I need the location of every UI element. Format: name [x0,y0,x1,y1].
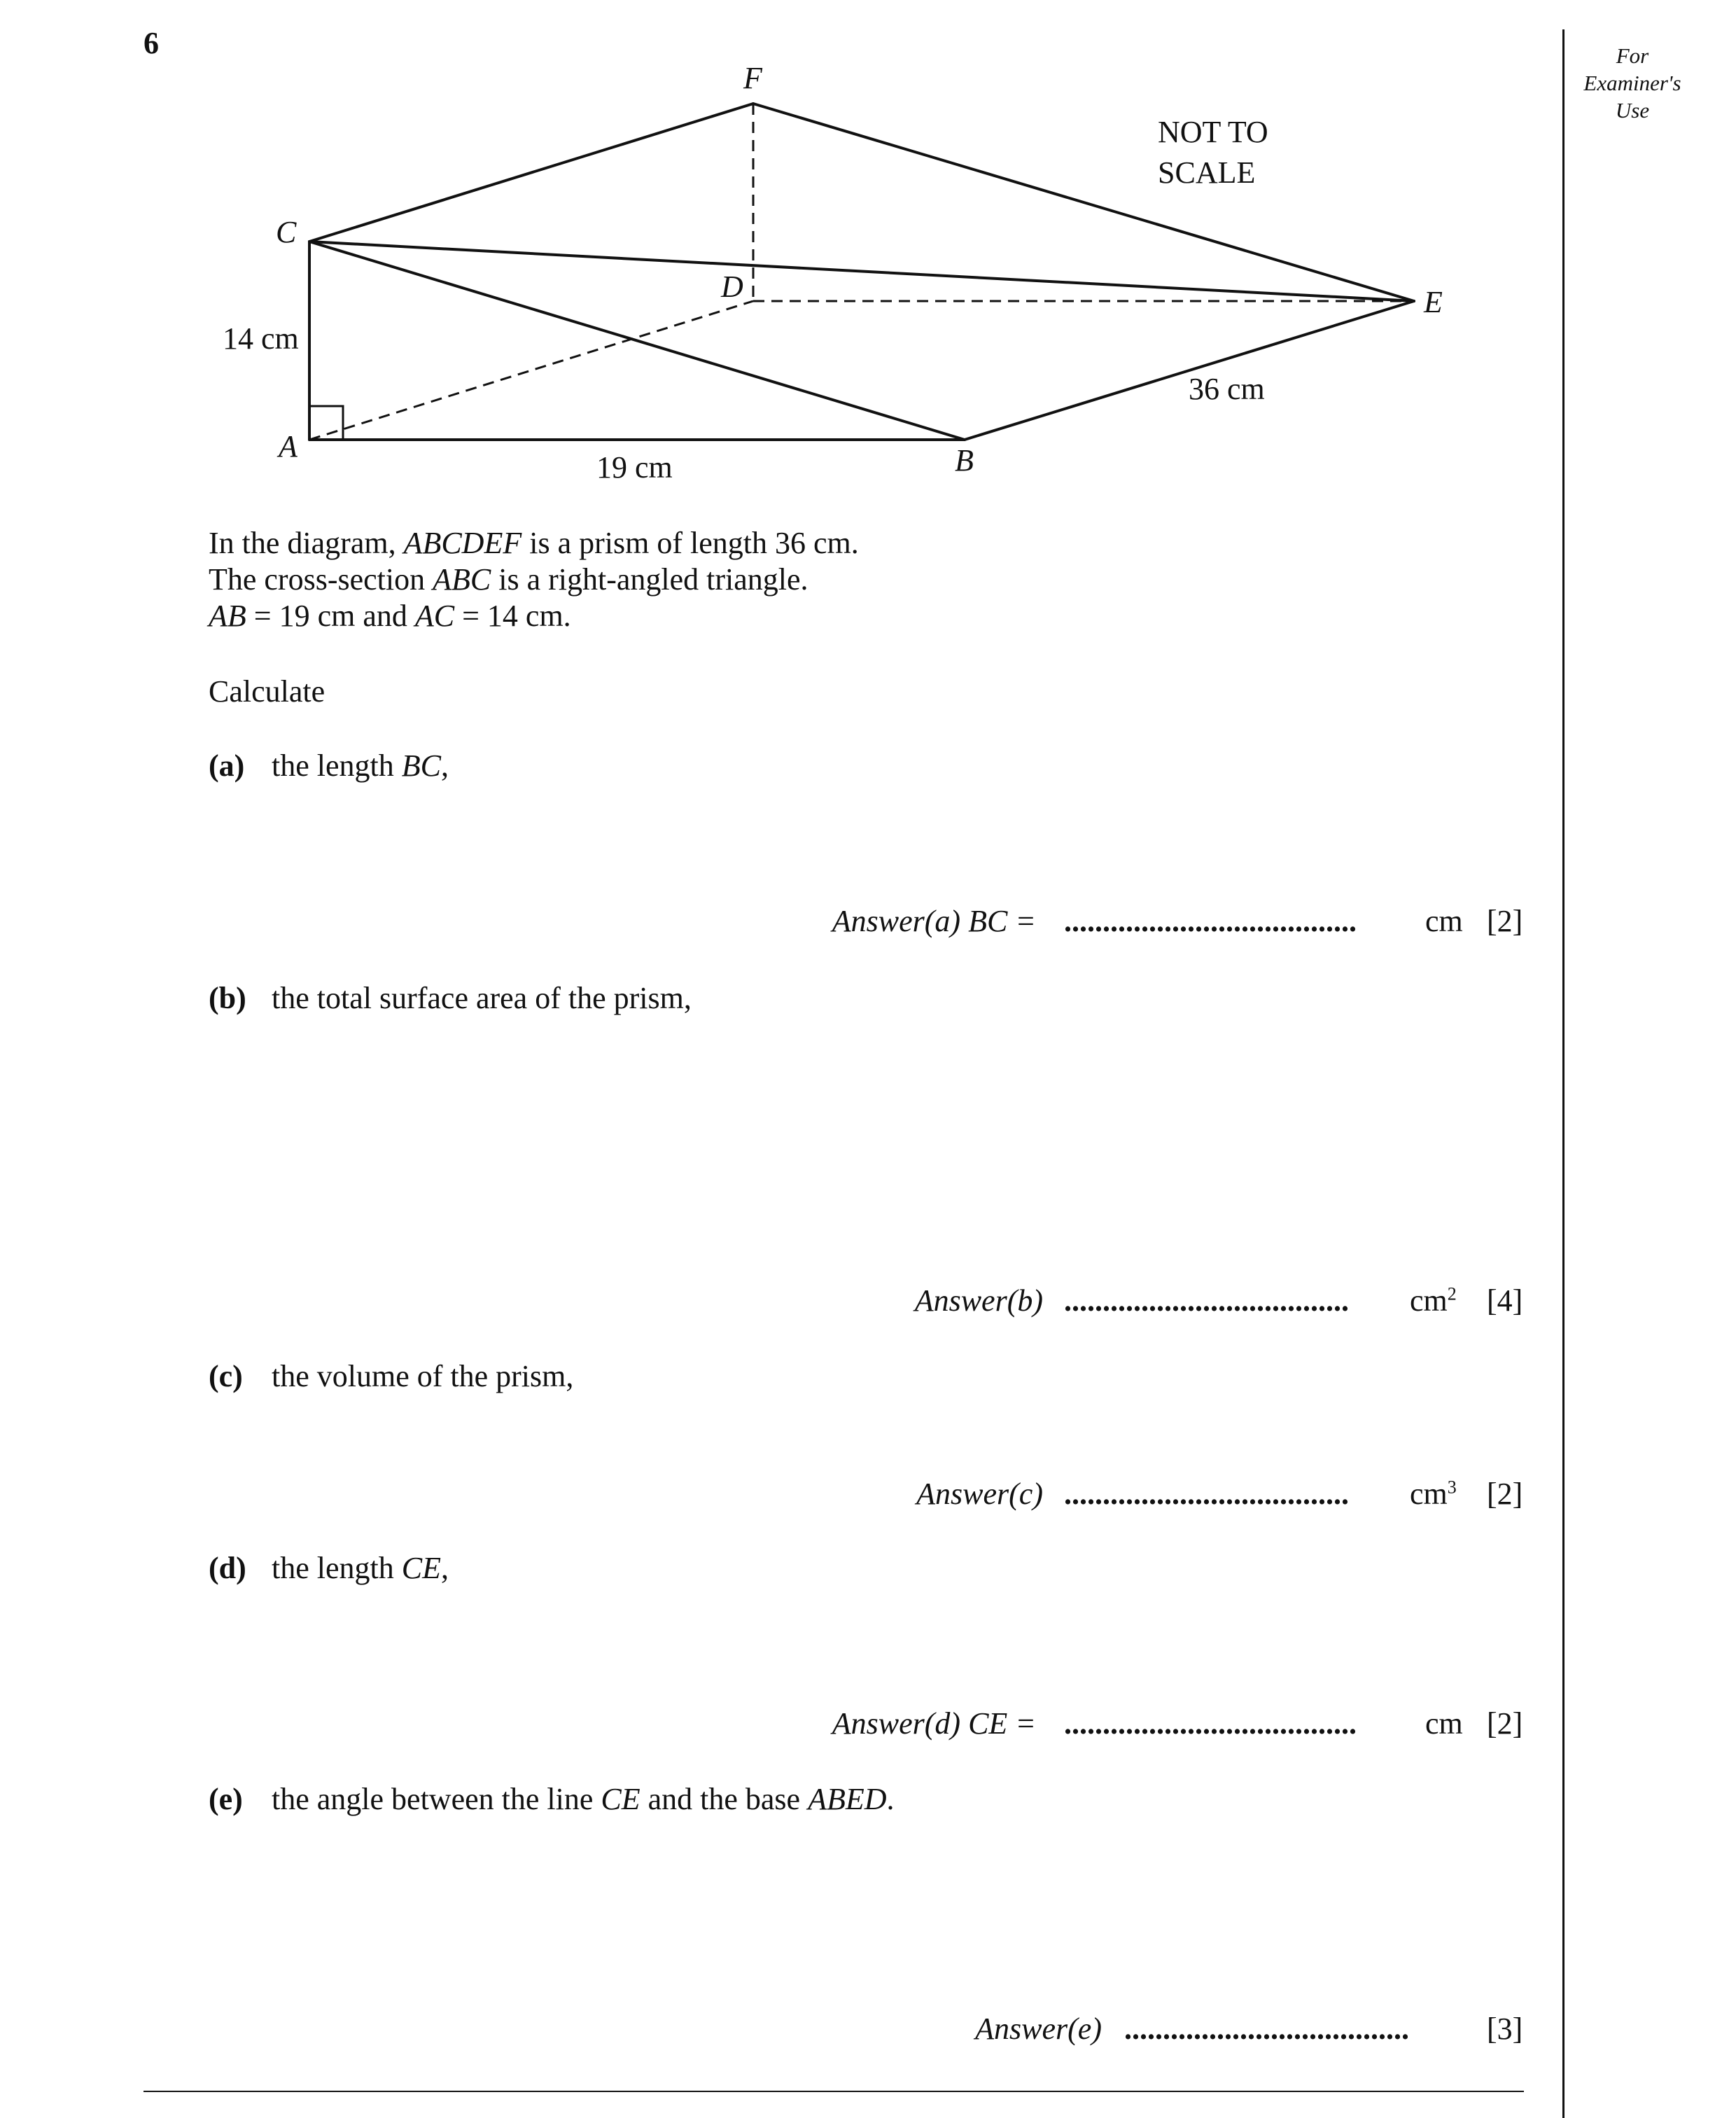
question-part-e [209,1781,894,1817]
vertex-label-D: D [721,270,743,304]
question-part-c [209,1358,573,1394]
part-e-var-1: CE [601,1782,640,1816]
examiner-use-line-3: Use [1615,98,1650,123]
vertex-label-A: A [279,429,298,464]
part-e-post: . [886,1782,895,1816]
answer-b-label: Answer(b) [914,1283,1043,1318]
answer-b-field[interactable]: ..................................... [1064,1283,1349,1318]
part-b-text: the total surface area of the prism, [272,981,692,1015]
intro-line-3-AC: AC [414,599,455,633]
not-to-scale-note [1158,112,1268,193]
question-part-d [209,1550,449,1586]
examiner-use-line-2: Examiner's [1583,71,1681,95]
intro-line-1-prism-name: ABCDEF [403,526,522,560]
intro-line-3-mid: = 19 cm and [246,599,415,633]
answer-c-unit-power: 3 [1447,1477,1457,1498]
vertex-label-E: E [1424,285,1443,319]
answer-a-unit: cm [1425,904,1463,938]
answer-b-marks: [4] [1487,1283,1523,1318]
right-angle-mark [309,406,343,440]
answer-c-label: Answer(c) [916,1477,1043,1511]
answer-e-marks: [3] [1487,2012,1523,2046]
part-a-id: (a) [209,748,245,783]
part-e-id: (e) [209,1782,243,1816]
part-e-pre: the angle between the line [272,1782,601,1816]
intro-line-3 [209,598,859,634]
prism-diagram [0,0,1736,532]
vertex-label-F: F [743,61,762,95]
not-to-scale-line-1: NOT TO [1158,115,1268,149]
answer-d-unit: cm [1425,1706,1463,1741]
page-number: 6 [144,26,159,60]
examiner-use-line-1: For [1616,43,1649,68]
edge-BE [965,301,1414,440]
question-part-a [209,748,449,783]
answer-d-field[interactable]: ...................................... [1064,1706,1357,1741]
part-b-id: (b) [209,981,246,1015]
part-a-var: BC [401,748,441,783]
answer-c-unit [1410,1476,1457,1512]
not-to-scale-line-2: SCALE [1158,155,1256,190]
intro-line-2-post: is a right-angled triangle. [491,562,808,597]
dimension-AB: 19 cm [596,450,673,485]
part-d-pre: the length [272,1551,402,1585]
part-d-post: , [440,1551,449,1585]
intro-line-1-pre: In the diagram, [209,526,404,560]
answer-d-marks: [2] [1487,1706,1523,1741]
answer-a-marks: [2] [1487,904,1523,938]
intro-line-1-post: is a prism of length 36 cm. [522,526,859,560]
answer-c-field[interactable]: ..................................... [1064,1477,1349,1511]
intro-line-2-pre: The cross-section [209,562,433,597]
edge-CF [309,104,753,242]
part-e-mid: and the base [640,1782,808,1816]
answer-d-label: Answer(d) CE = [832,1706,1036,1741]
part-c-text: the volume of the prism, [272,1359,574,1393]
part-d-var: CE [401,1551,441,1585]
intro-line-3-post: = 14 cm. [454,599,571,633]
answer-a-label: Answer(a) BC = [832,904,1036,938]
answer-e-label: Answer(e) [975,2012,1102,2046]
question-part-b [209,980,692,1016]
dimension-BE: 36 cm [1189,372,1265,406]
answer-c-unit-text: cm [1410,1477,1448,1511]
bottom-rule [144,2091,1524,2092]
calculate-heading: Calculate [209,674,326,709]
edge-AD [309,301,753,440]
intro-line-2 [209,562,859,598]
part-e-var-2: ABED [808,1782,887,1816]
answer-b-unit-text: cm [1410,1283,1448,1318]
vertex-label-B: B [955,443,974,478]
part-a-pre: the length [272,748,402,783]
vertex-label-C: C [276,215,297,249]
dimension-AC: 14 cm [223,321,299,356]
answer-e-field[interactable]: ..................................... [1124,2012,1409,2046]
answer-b-unit [1410,1283,1457,1318]
intro-line-3-AB: AB [209,599,246,633]
answer-b-unit-power: 2 [1447,1283,1457,1304]
part-d-id: (d) [209,1551,246,1585]
intro-line-2-triangle: ABC [433,562,491,597]
part-a-post: , [440,748,449,783]
intro-paragraph [209,525,859,634]
part-c-id: (c) [209,1359,243,1393]
answer-c-marks: [2] [1487,1477,1523,1511]
answer-a-field[interactable]: ...................................... [1064,904,1357,938]
intro-line-1 [209,525,859,562]
